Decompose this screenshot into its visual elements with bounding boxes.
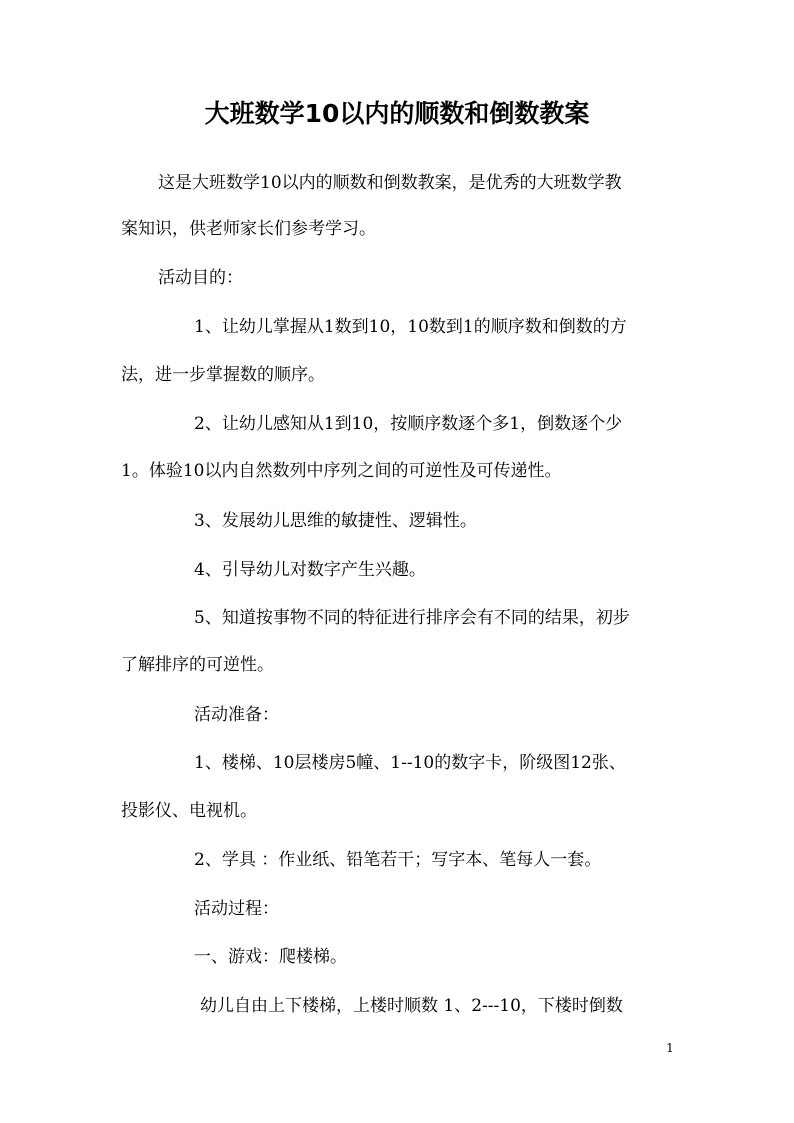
preparation-1-line-1: 1、楼梯、10层楼房5幢、1--10的数字卡，阶级图12张、 (194, 753, 626, 773)
intro-line-2: 案知识，供老师家长们参考学习。 (121, 219, 376, 239)
preparation-2: 2、学具 ：作业纸、铅笔若干；写字本、笔每人一套。 (194, 850, 602, 870)
section-heading-preparation: 活动准备： (194, 705, 279, 725)
process-step-1-text: 幼儿自由上下楼梯，上楼时顺数 1、2---10，下楼时倒数 (200, 996, 623, 1016)
goal-2-line-2: 1。体验10以内自然数列中序列之间的可逆性及可传递性。 (121, 461, 562, 481)
page-number: 1 (666, 1041, 674, 1055)
goal-3: 3、发展幼儿思维的敏捷性、逻辑性。 (194, 511, 477, 531)
goal-2-line-1: 2、让幼儿感知从1到10，按顺序数逐个多1，倒数逐个少 (194, 414, 623, 434)
goal-1-line-1: 1、让幼儿掌握从1数到10，10数到1的顺序数和倒数的方 (194, 317, 627, 337)
preparation-1-line-2: 投影仪、电视机。 (121, 801, 257, 821)
document-title: 大班数学10以内的顺数和倒数教案 (204, 99, 590, 128)
intro-line-1: 这是大班数学10以内的顺数和倒数教案，是优秀的大班数学教 (158, 173, 622, 193)
goal-5-line-2: 了解排序的可逆性。 (121, 655, 274, 675)
process-step-1-heading: 一、游戏：爬楼梯。 (194, 947, 347, 967)
section-heading-process: 活动过程： (194, 899, 279, 919)
goal-5-line-1: 5、知道按事物不同的特征进行排序会有不同的结果，初步 (194, 608, 630, 628)
goal-1-line-2: 法，进一步掌握数的顺序。 (121, 365, 325, 385)
section-heading-goals: 活动目的： (158, 268, 243, 288)
goal-4: 4、引导幼儿对数字产生兴趣。 (194, 560, 426, 580)
